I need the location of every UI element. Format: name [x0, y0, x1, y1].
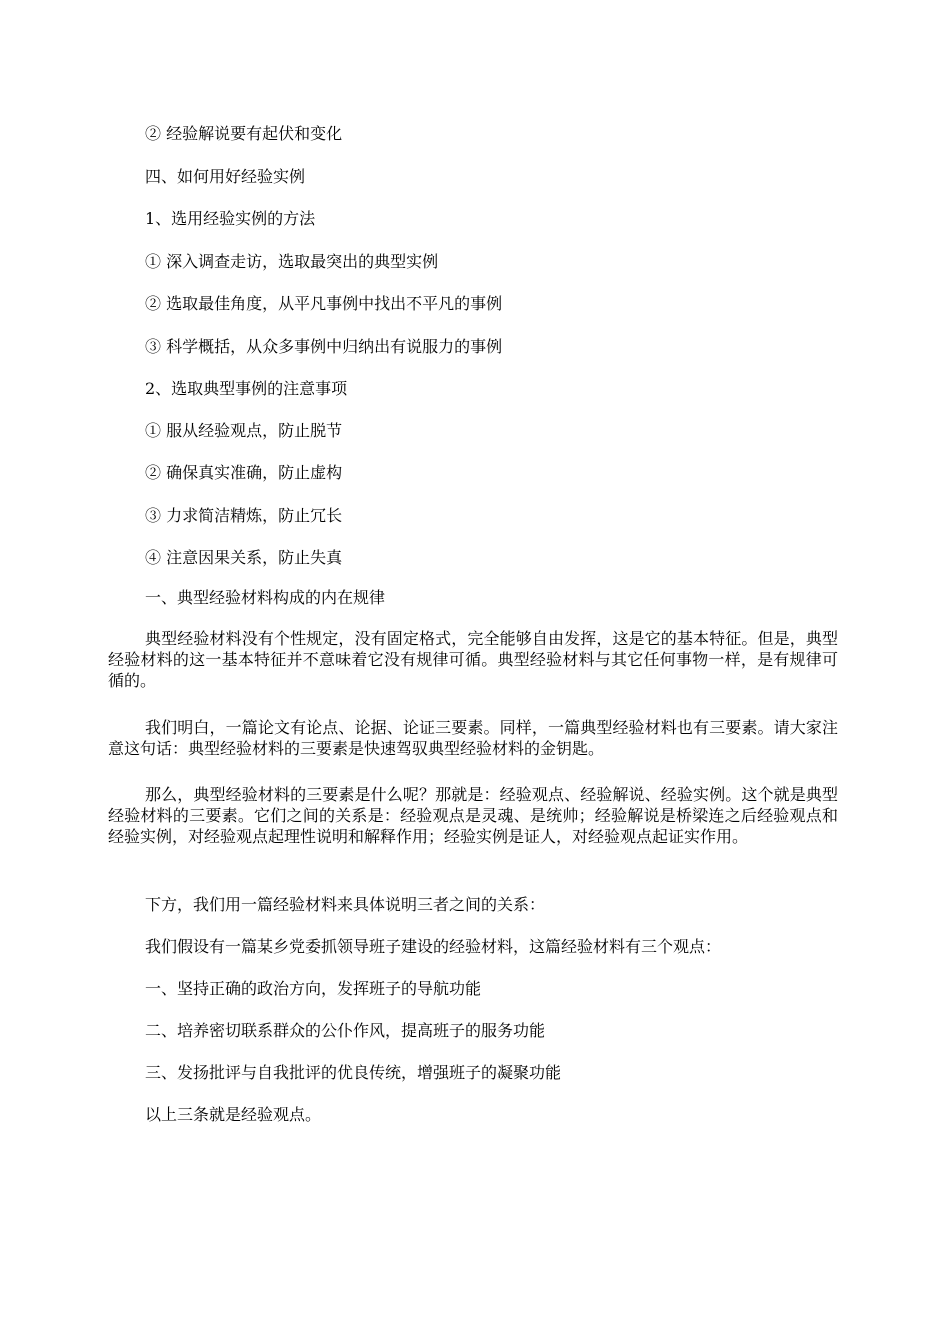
list-item: ④ 注意因果关系，防止失真 — [145, 548, 343, 567]
subsection-heading: 1、选用经验实例的方法 — [145, 209, 316, 228]
body-paragraph: 典型经验材料没有个性规定，没有固定格式，完全能够自由发挥，这是它的基本特征。但是，典型经验材料的这一基本特征并不意味着它没有规律可循。典型经验材料与其它任何事物一样，是有规律可循的。 — [108, 629, 838, 690]
list-item: ① 服从经验观点，防止脱节 — [145, 421, 343, 440]
list-item: 一、坚持正确的政治方向，发挥班子的导航功能 — [145, 979, 482, 998]
list-item: 二、培养密切联系群众的公仆作风，提高班子的服务功能 — [145, 1021, 546, 1040]
subsection-heading: 2、选取典型事例的注意事项 — [145, 379, 348, 398]
list-item: ① 深入调查走访，选取最突出的典型实例 — [145, 252, 439, 271]
list-item: ② 确保真实准确，防止虚构 — [145, 463, 343, 482]
body-line: 我们假设有一篇某乡党委抓领导班子建设的经验材料，这篇经验材料有三个观点： — [145, 937, 722, 956]
list-item: ② 经验解说要有起伏和变化 — [145, 124, 343, 143]
body-paragraph: 那么，典型经验材料的三要素是什么呢？那就是：经验观点、经验解说、经验实例。这个就是典型经验材料的三要素。它们之间的关系是：经验观点是灵魂、是统帅；经验解说是桥梁连之后经验观点和经验实例，对经验观点起理性说明和解释作用；经验实例是证人，对经验观点起证实作用。 — [108, 785, 838, 846]
list-item: ③ 科学概括，从众多事例中归纳出有说服力的事例 — [145, 337, 503, 356]
list-item: ③ 力求简洁精炼，防止冗长 — [145, 506, 343, 525]
body-line: 下方，我们用一篇经验材料来具体说明三者之间的关系： — [145, 895, 546, 914]
list-item: 三、发扬批评与自我批评的优良传统，增强班子的凝聚功能 — [145, 1063, 562, 1082]
list-item: ② 选取最佳角度，从平凡事例中找出不平凡的事例 — [145, 294, 503, 313]
body-paragraph: 我们明白，一篇论文有论点、论据、论证三要素。同样，一篇典型经验材料也有三要素。请大家注意这句话：典型经验材料的三要素是快速驾驭典型经验材料的金钥匙。 — [108, 718, 838, 758]
section-heading: 一、典型经验材料构成的内在规律 — [145, 588, 386, 607]
body-line: 以上三条就是经验观点。 — [145, 1105, 322, 1124]
section-heading: 四、如何用好经验实例 — [145, 167, 306, 186]
